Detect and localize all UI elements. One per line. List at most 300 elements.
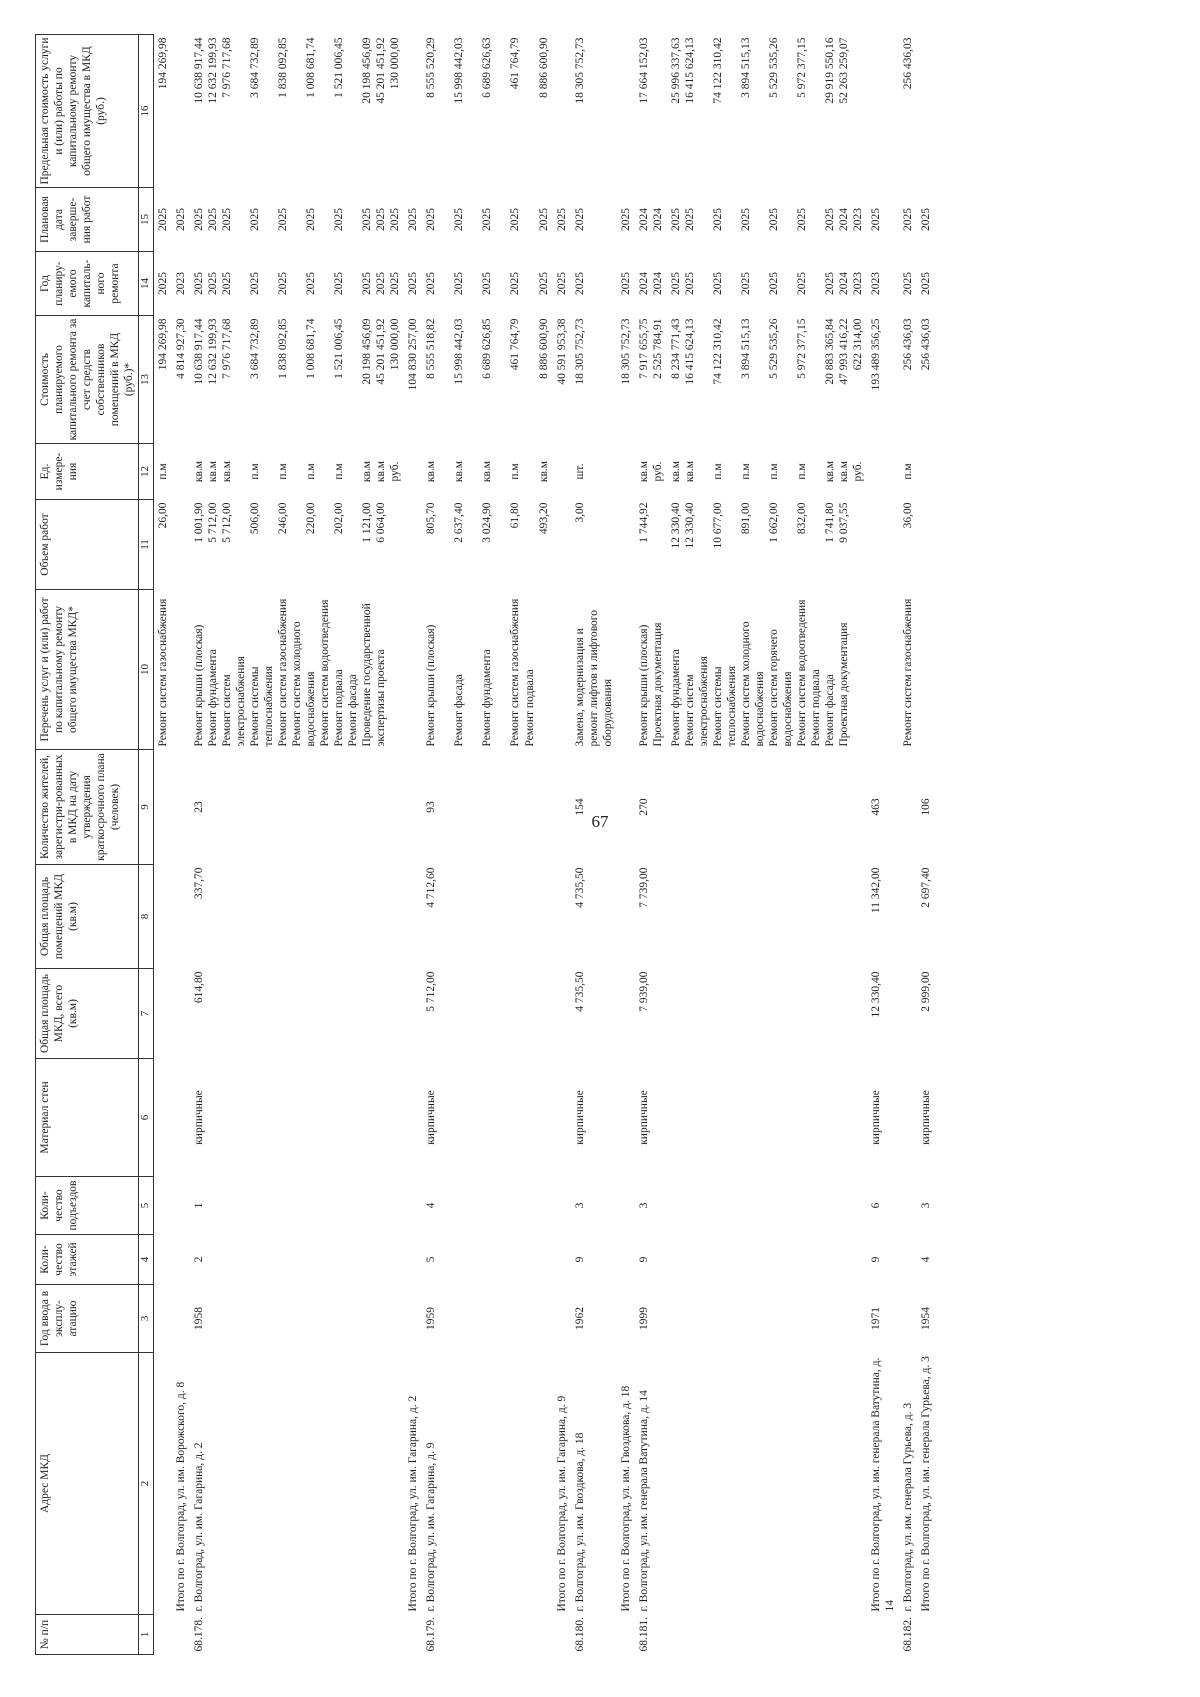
works-line: Ремонт систем горячего водоснабжения — [767, 629, 794, 747]
works-line: Ремонт фундамента — [481, 649, 494, 747]
plan-date-line — [523, 191, 537, 249]
plan-date-cell — [867, 188, 899, 252]
plan-date-line: 2025 — [619, 208, 632, 231]
limit-cost-line: 15 998 442,03 — [453, 37, 466, 104]
volume-line: 61,80 — [509, 502, 522, 529]
unit-cell — [635, 444, 667, 500]
limit-cost-line: 29 919 550,16 — [823, 37, 836, 104]
volume-line: 12 330,40 — [669, 502, 682, 549]
cost-line: 20 198 456,09 — [361, 318, 374, 385]
plan-date-line: 2025 — [481, 208, 494, 231]
plan-year-line — [753, 255, 767, 313]
plan-year-line: 2025 — [919, 272, 932, 295]
plan-date-line: 2025 — [739, 208, 752, 231]
premises-area-cell: 4 735,50 — [573, 867, 586, 908]
plan-year-cell — [404, 252, 422, 316]
rotated-table-container — [35, 35, 1185, 1655]
cost-line — [523, 319, 537, 441]
volume-line: 1 001,90 — [193, 502, 206, 543]
works-cell — [571, 590, 617, 750]
plan-date-line: 2025 — [221, 208, 234, 231]
unit-cell — [553, 444, 571, 500]
cost-line: 20 883 365,84 — [823, 318, 836, 385]
works-line: Ремонт систем водоотведения — [319, 599, 332, 747]
residents-cell — [404, 750, 422, 865]
plan-year-line: 2025 — [537, 272, 550, 295]
year-cell — [553, 1285, 571, 1353]
plan-year-line: 2023 — [851, 272, 864, 295]
year-cell: 1954 — [919, 1307, 932, 1330]
entrances-cell: 3 — [637, 1202, 650, 1209]
limit-cost-line: 20 198 456,09 — [361, 37, 374, 104]
plan-year-line: 2025 — [555, 272, 568, 295]
cost-line: 194 269,98 — [157, 318, 170, 371]
unit-line: кв.м — [453, 460, 466, 483]
address-cell: Итого по г. Волгоград, ул. им. Гагарина, д. 2 — [407, 1395, 420, 1612]
unit-line — [346, 447, 360, 497]
cost-line — [809, 319, 823, 441]
plan-date-line — [318, 191, 332, 249]
limit-cost-cell — [867, 35, 899, 188]
cost-line: 3 894 515,13 — [739, 318, 752, 379]
plan-date-line: 2025 — [389, 208, 402, 231]
unit-cell — [917, 444, 935, 500]
limit-cost-line: 1 838 092,85 — [277, 37, 290, 98]
cost-line: 7 976 717,68 — [221, 318, 234, 379]
unit-line — [753, 447, 767, 497]
cost-line: 10 638 917,44 — [193, 318, 206, 385]
limit-cost-line — [851, 38, 865, 185]
plan-date-line: 2025 — [509, 208, 522, 231]
plan-date-cell — [404, 188, 422, 252]
unit-line — [809, 447, 823, 497]
cost-line: 461 764,79 — [509, 318, 522, 371]
unit-line: п.м — [795, 463, 808, 480]
total-area-cell — [617, 969, 635, 1059]
volume-line: 1 121,00 — [361, 502, 374, 543]
plan-date-line: 2025 — [157, 208, 170, 231]
column-number: 8 — [139, 865, 154, 969]
cost-line — [697, 319, 711, 441]
entrances-cell — [154, 1177, 173, 1235]
limit-cost-line — [494, 38, 508, 185]
volume-line: 3 024,90 — [481, 502, 494, 543]
wall-material-cell — [154, 1059, 173, 1177]
limit-cost-line — [466, 38, 480, 185]
volume-line — [753, 503, 767, 587]
unit-cell — [404, 444, 422, 500]
unit-line: кв.м — [637, 460, 650, 483]
column-header: Год планиру-емого капиталь-ного ремонта — [36, 252, 139, 316]
volume-line: 12 330,40 — [683, 502, 696, 549]
unit-cell — [571, 444, 617, 500]
cost-line: 8 886 600,90 — [537, 318, 550, 379]
unit-line: п.м — [277, 463, 290, 480]
plan-date-line — [753, 191, 767, 249]
works-line: Ремонт фасада — [823, 674, 836, 747]
works-line: Ремонт подвала — [809, 669, 822, 747]
plan-date-line: 2025 — [669, 208, 682, 231]
column-header: Год ввода в эксплу-атацию — [36, 1285, 139, 1353]
premises-area-cell — [667, 865, 867, 969]
wall-material-cell — [667, 1059, 867, 1177]
year-cell: 1999 — [637, 1307, 650, 1330]
table-row — [667, 35, 867, 1655]
volume-cell — [172, 500, 190, 590]
works-line: Ремонт систем газоснабжения — [901, 598, 914, 747]
table-row — [635, 35, 667, 1655]
cost-line: 4 814 927,30 — [175, 318, 188, 379]
plan-date-line: 2024 — [651, 208, 664, 231]
plan-date-cell — [553, 188, 571, 252]
limit-cost-line: 1 008 681,74 — [305, 37, 318, 98]
year-cell — [617, 1285, 635, 1353]
plan-date-cell — [190, 188, 404, 252]
volume-line — [346, 503, 360, 587]
cost-line — [290, 319, 304, 441]
cost-line: 15 998 442,03 — [453, 318, 466, 385]
table-row — [917, 35, 935, 1655]
plan-date-line: 2025 — [407, 208, 420, 231]
works-line: Замена, модернизация и ремонт лифтов и лифтового оборудования — [573, 610, 614, 747]
plan-year-line — [438, 255, 452, 313]
plan-date-cell — [571, 188, 617, 252]
limit-cost-line: 7 976 717,68 — [221, 37, 234, 98]
works-line: Ремонт крыши (плоская) — [193, 624, 206, 747]
volume-line: 6 064,00 — [375, 502, 388, 543]
year-cell: 1959 — [425, 1307, 438, 1330]
volume-line: 805,70 — [425, 502, 438, 535]
unit-line — [234, 447, 248, 497]
volume-cell — [635, 500, 667, 590]
unit-line: кв.м — [683, 460, 696, 483]
cost-line: 104 830 257,00 — [407, 318, 420, 391]
plan-year-line: 2025 — [453, 272, 466, 295]
unit-line: кв.м — [481, 460, 494, 483]
plan-date-line: 2025 — [767, 208, 780, 231]
limit-cost-line: 5 972 377,15 — [795, 37, 808, 98]
works-line: Ремонт систем холодного водоснабжения — [291, 621, 318, 747]
year-cell: 1962 — [573, 1307, 586, 1330]
year-cell: 1971 — [869, 1307, 882, 1330]
wall-material-cell — [404, 1059, 422, 1177]
unit-cell — [154, 444, 173, 500]
wall-material-cell: кирпичные — [425, 1090, 438, 1145]
works-cell — [190, 590, 404, 750]
plan-date-line: 2025 — [375, 208, 388, 231]
plan-date-line — [809, 191, 823, 249]
cost-line: 18 305 752,73 — [619, 318, 632, 385]
address-cell: Итого по г. Волгоград, ул. им. генерала Ватутина, д. 14 — [869, 1357, 896, 1612]
number-cell: 68.178. — [193, 1617, 206, 1652]
number-cell — [867, 1615, 899, 1655]
floors-cell — [667, 1235, 867, 1285]
floors-cell: 9 — [637, 1256, 650, 1263]
number-cell — [154, 1615, 173, 1655]
residents-cell — [899, 750, 917, 865]
volume-line — [262, 503, 276, 587]
plan-year-line — [697, 255, 711, 313]
works-line: Ремонт фундамента — [669, 649, 682, 747]
plan-date-line: 2025 — [193, 208, 206, 231]
limit-cost-line: 461 764,79 — [509, 37, 522, 90]
total-area-cell — [553, 969, 571, 1059]
works-line: Ремонт фундамента — [207, 649, 220, 747]
unit-line: п.м — [249, 463, 262, 480]
residents-cell: 106 — [919, 798, 932, 816]
volume-line: 26,00 — [157, 502, 170, 529]
column-number: 2 — [139, 1353, 154, 1615]
wall-material-cell — [617, 1059, 635, 1177]
plan-date-line: 2025 — [555, 208, 568, 231]
volume-cell — [617, 500, 635, 590]
volume-line: 493,20 — [537, 502, 550, 535]
address-cell: г. Волгоград, ул. им. Гвоздкова, д. 18 — [573, 1432, 586, 1612]
cost-line: 40 591 953,38 — [555, 318, 568, 385]
plan-date-line — [438, 191, 452, 249]
residents-cell: 23 — [193, 801, 206, 813]
plan-year-line: 2025 — [221, 272, 234, 295]
plan-year-line: 2025 — [481, 272, 494, 295]
limit-cost-line — [262, 38, 276, 185]
cost-cell — [404, 316, 422, 444]
total-area-cell: 4 735,50 — [573, 971, 586, 1012]
premises-area-cell: 4 712,60 — [425, 867, 438, 908]
plan-date-line: 2024 — [837, 208, 850, 231]
unit-line — [697, 447, 711, 497]
column-header: Предельная стоимость услуги и (или) работы по капитальному ремонту общего имущества в МКД (руб.) — [36, 35, 139, 188]
plan-year-line — [234, 255, 248, 313]
works-cell — [172, 590, 190, 750]
residents-cell — [172, 750, 190, 865]
cost-line: 256 436,03 — [901, 318, 914, 371]
cost-line — [494, 319, 508, 441]
residents-cell — [617, 750, 635, 865]
floors-cell — [154, 1235, 173, 1285]
cost-line: 193 489 356,25 — [869, 318, 882, 391]
address-cell: Итого по г. Волгоград, ул. им. Ворожского, д. 8 — [175, 1381, 188, 1612]
unit-cell — [867, 444, 899, 500]
limit-cost-line: 3 684 732,89 — [249, 37, 262, 98]
table-row — [172, 35, 190, 1655]
limit-cost-line — [781, 38, 795, 185]
plan-year-line: 2025 — [425, 272, 438, 295]
volume-line: 9 037,55 — [837, 502, 850, 543]
unit-line — [318, 447, 332, 497]
volume-cell — [553, 500, 571, 590]
volume-line: 220,00 — [305, 502, 318, 535]
cost-line: 74 122 310,42 — [711, 318, 724, 385]
wall-material-cell: кирпичные — [869, 1090, 882, 1145]
total-area-cell: 2 999,00 — [919, 971, 932, 1012]
entrances-cell: 6 — [869, 1202, 882, 1209]
cost-line — [753, 319, 767, 441]
volume-line: 36,00 — [901, 502, 914, 529]
plan-date-line: 2025 — [249, 208, 262, 231]
unit-line: руб. — [851, 461, 864, 482]
volume-line — [651, 503, 665, 587]
unit-line: п.м — [901, 463, 914, 480]
plan-year-line: 2023 — [175, 272, 188, 295]
limit-cost-cell — [172, 35, 190, 188]
works-cell — [899, 590, 917, 750]
plan-year-line — [494, 255, 508, 313]
plan-year-line: 2025 — [823, 272, 836, 295]
works-line: Ремонт систем водоотведения — [795, 599, 808, 747]
total-area-cell: 12 330,40 — [869, 971, 882, 1018]
limit-cost-cell — [571, 35, 617, 188]
works-line — [466, 593, 480, 747]
plan-date-cell — [172, 188, 190, 252]
volume-line: 2 637,40 — [453, 502, 466, 543]
volume-line: 5 712,00 — [207, 502, 220, 543]
unit-line: п.м — [305, 463, 318, 480]
plan-year-line: 2024 — [651, 272, 664, 295]
column-number: 12 — [139, 444, 154, 500]
plan-date-line: 2025 — [795, 208, 808, 231]
unit-line: кв.м — [425, 460, 438, 483]
plan-date-cell — [899, 188, 917, 252]
residents-cell — [553, 750, 571, 865]
plan-date-line — [290, 191, 304, 249]
number-cell: 68.181. — [637, 1617, 650, 1652]
address-cell: Итого по г. Волгоград, ул. им. Гвоздкова, д. 18 — [619, 1385, 632, 1612]
limit-cost-cell — [917, 35, 935, 188]
plan-date-line: 2024 — [637, 208, 650, 231]
plan-date-cell — [635, 188, 667, 252]
cost-line — [346, 319, 360, 441]
limit-cost-line: 194 269,98 — [157, 37, 170, 90]
cost-cell — [154, 316, 173, 444]
cost-line: 1 521 006,45 — [333, 318, 346, 379]
plan-date-line: 2025 — [333, 208, 346, 231]
plan-year-cell — [422, 252, 552, 316]
plan-year-cell — [617, 252, 635, 316]
limit-cost-line: 12 632 199,93 — [207, 37, 220, 104]
plan-year-line: 2023 — [869, 272, 882, 295]
cost-line: 47 993 416,22 — [837, 318, 850, 385]
cost-line: 1 008 681,74 — [305, 318, 318, 379]
volume-cell — [899, 500, 917, 590]
volume-cell — [154, 500, 173, 590]
limit-cost-line: 45 201 451,92 — [375, 37, 388, 104]
volume-line — [725, 503, 739, 587]
column-header: Адрес МКД — [36, 1353, 139, 1615]
cost-cell — [190, 316, 404, 444]
plan-date-line: 2025 — [869, 208, 882, 231]
plan-year-cell — [867, 252, 899, 316]
works-line: Ремонт систем электроснабжения — [683, 656, 710, 747]
cost-cell — [172, 316, 190, 444]
premises-area-cell — [617, 865, 635, 969]
plan-year-line — [781, 255, 795, 313]
plan-date-cell — [617, 188, 635, 252]
works-cell — [154, 590, 173, 750]
works-line: Ремонт подвала — [333, 669, 346, 747]
number-cell — [667, 1615, 867, 1655]
plan-year-line: 2025 — [619, 272, 632, 295]
unit-line: руб. — [651, 461, 664, 482]
limit-cost-line: 16 415 624,13 — [683, 37, 696, 104]
works-cell — [867, 590, 899, 750]
year-cell — [154, 1285, 173, 1353]
column-number: 16 — [139, 35, 154, 188]
unit-line — [438, 447, 452, 497]
works-cell — [404, 590, 422, 750]
works-line: Ремонт крыши (плоская) — [637, 624, 650, 747]
number-cell — [917, 1615, 935, 1655]
works-line: Ремонт подвала — [523, 669, 536, 747]
volume-line: 202,00 — [333, 502, 346, 535]
plan-date-line — [466, 191, 480, 249]
number-cell — [404, 1615, 422, 1655]
plan-year-line: 2025 — [711, 272, 724, 295]
premises-area-cell: 2 697,40 — [919, 867, 932, 908]
floors-cell: 4 — [919, 1256, 932, 1263]
year-cell — [172, 1285, 190, 1353]
limit-cost-line — [318, 38, 332, 185]
plan-date-line — [725, 191, 739, 249]
works-cell — [635, 590, 667, 750]
volume-line: 3,00 — [573, 502, 586, 523]
limit-cost-line: 8 886 600,90 — [537, 37, 550, 98]
plan-date-cell — [667, 188, 867, 252]
cost-cell — [667, 316, 867, 444]
unit-line: кв.м — [375, 460, 388, 483]
plan-year-line — [466, 255, 480, 313]
column-header: Ед. измере-ния — [36, 444, 139, 500]
plan-date-line: 2025 — [453, 208, 466, 231]
premises-area-cell: 11 342,00 — [869, 867, 882, 914]
entrances-cell: 1 — [193, 1202, 206, 1209]
volume-cell — [190, 500, 404, 590]
column-number-row — [139, 35, 154, 1655]
limit-cost-line: 5 529 535,26 — [767, 37, 780, 98]
column-header: Количество жителей, зарегистри-рованных в МКД на дату утверждения краткосрочного плана (человек) — [36, 750, 139, 865]
address-cell: г. Волгоград, ул. им. Гагарина, д. 2 — [193, 1442, 206, 1612]
cost-cell — [635, 316, 667, 444]
volume-line — [523, 503, 537, 587]
plan-date-line: 2025 — [683, 208, 696, 231]
cost-line: 8 555 518,82 — [425, 318, 438, 379]
plan-year-line — [725, 255, 739, 313]
year-cell: 1958 — [193, 1307, 206, 1330]
floors-cell — [404, 1235, 422, 1285]
volume-line: 832,00 — [795, 502, 808, 535]
address-cell: г. Волгоград, ул. им. Гагарина, д. 9 — [425, 1442, 438, 1612]
year-cell — [667, 1285, 867, 1353]
plan-date-line: 2025 — [537, 208, 550, 231]
unit-cell — [190, 444, 404, 500]
column-number: 5 — [139, 1177, 154, 1235]
number-cell — [553, 1615, 571, 1655]
works-line: Ремонт системы теплоснабжения — [711, 666, 738, 747]
plan-date-line: 2025 — [425, 208, 438, 231]
column-number: 1 — [139, 1615, 154, 1655]
floors-cell: 9 — [869, 1256, 882, 1263]
unit-cell — [172, 444, 190, 500]
plan-year-line: 2025 — [407, 272, 420, 295]
residents-cell: 270 — [637, 798, 650, 816]
works-line: Ремонт фасада — [453, 674, 466, 747]
limit-cost-cell — [404, 35, 422, 188]
table-body — [154, 35, 935, 1655]
cost-line: 16 415 624,13 — [683, 318, 696, 385]
volume-cell — [571, 500, 617, 590]
plan-date-line: 2025 — [305, 208, 318, 231]
table-row — [571, 35, 617, 1655]
plan-date-line — [697, 191, 711, 249]
